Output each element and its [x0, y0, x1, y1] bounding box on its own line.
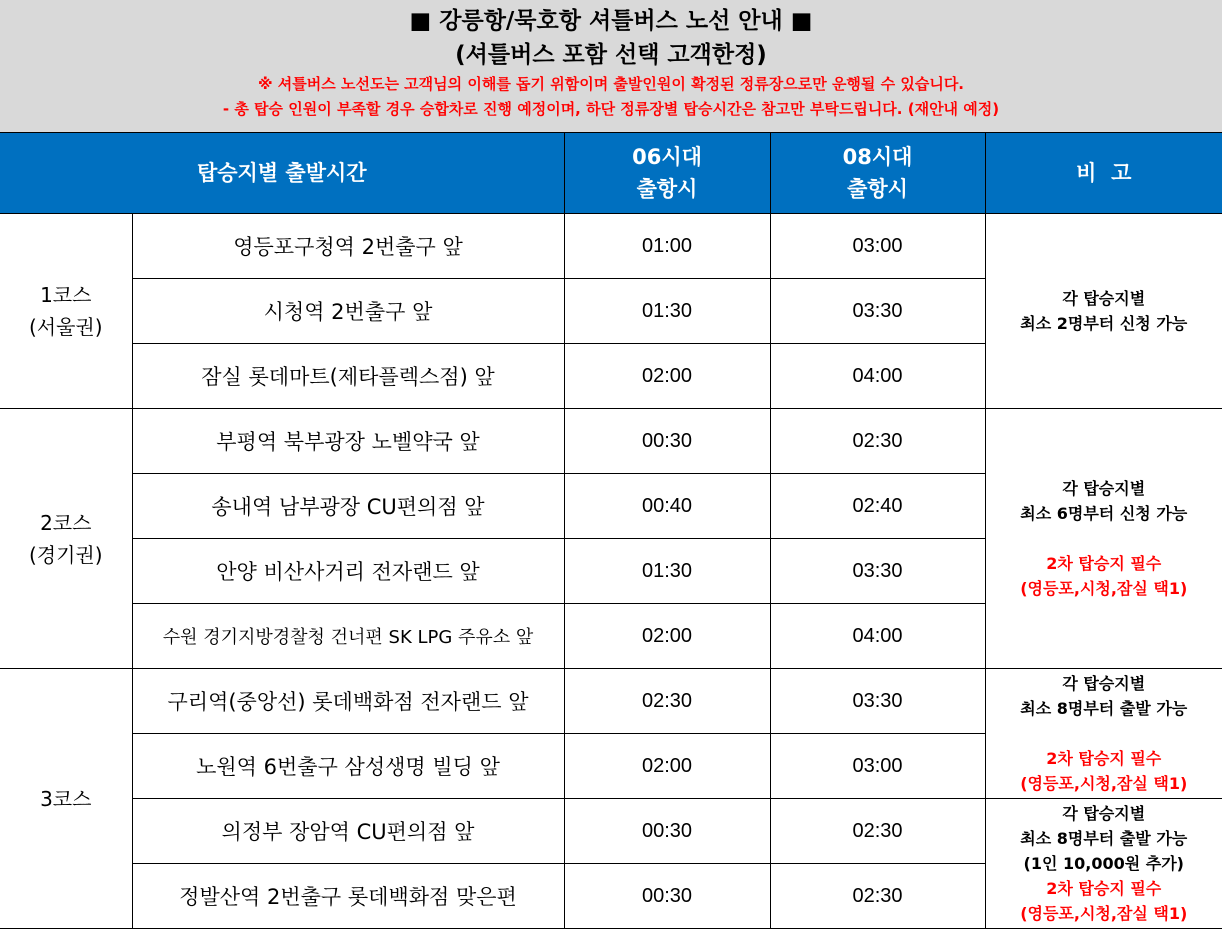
column-header-remark: 비 고 [985, 133, 1222, 214]
notice-line-1: ※ 셔틀버스 노선도는 고객님의 이해를 돕기 위함이며 출발인원이 확정된 정류장으로만 운행될 수 있습니다. [257, 75, 965, 93]
table-header-row [0, 133, 1222, 214]
column-header-stop: 탑승지별 출발시간 [0, 133, 564, 214]
stop-name: 의정부 장암역 CU편의점 앞 [132, 799, 564, 864]
remark-line: 최소 8명부터 출발 가능 [1020, 829, 1188, 848]
remark-required-line: 2차 탑승지 필수 [1046, 554, 1162, 573]
notice-header [0, 0, 1222, 132]
remark-line: 최소 8명부터 출발 가능 [1020, 699, 1188, 718]
remark-required-line: 2차 탑승지 필수 [1046, 879, 1162, 898]
time-06: 02:00 [564, 734, 770, 799]
time-06: 00:30 [564, 864, 770, 929]
time-08: 02:30 [770, 864, 985, 929]
time-08: 03:30 [770, 539, 985, 604]
column-header-06-line2: 출항시 [636, 177, 698, 201]
remark-required-line: 2차 탑승지 필수 [1046, 749, 1162, 768]
course-1-name: 1코스 [40, 283, 92, 307]
page-subtitle: (셔틀버스 포함 선택 고객한정) [455, 42, 767, 68]
remark-line: 각 탑승지별 [1062, 479, 1146, 498]
course-3-name: 3코스 [40, 786, 92, 811]
course-3-cell [0, 669, 132, 929]
time-06: 01:30 [564, 539, 770, 604]
remark-required-options: (영등포,시청,잠실 택1) [1020, 904, 1188, 923]
time-06: 02:00 [564, 344, 770, 409]
course-1-region: (서울권) [28, 315, 103, 339]
remark-line: 각 탑승지별 [1062, 674, 1146, 693]
time-06: 00:30 [564, 799, 770, 864]
stop-name: 수원 경기지방경찰청 건너편 SK LPG 주유소 앞 [132, 604, 564, 669]
column-header-08-line2: 출항시 [847, 177, 908, 201]
time-08: 04:00 [770, 604, 985, 669]
column-header-06 [564, 133, 770, 214]
course-2-name: 2코스 [40, 510, 92, 535]
time-06: 01:30 [564, 279, 770, 344]
shuttle-timetable [0, 132, 1222, 929]
stop-name: 구리역(중앙선) 롯데백화점 전자랜드 앞 [132, 669, 564, 734]
time-06: 00:30 [564, 409, 770, 474]
time-06: 02:00 [564, 604, 770, 669]
course-2-region: (경기권) [28, 542, 103, 567]
column-header-08 [770, 133, 985, 214]
time-08: 03:30 [770, 279, 985, 344]
table-row [0, 214, 1222, 279]
stop-name: 영등포구청역 2번출구 앞 [132, 214, 564, 279]
time-06: 01:00 [564, 214, 770, 279]
time-06: 02:30 [564, 669, 770, 734]
course-1-remark [985, 214, 1222, 409]
course-2-cell [0, 409, 132, 669]
time-08: 03:00 [770, 214, 985, 279]
remark-required-options: (영등포,시청,잠실 택1) [1020, 774, 1188, 793]
stop-name: 부평역 북부광장 노벨약국 앞 [132, 409, 564, 474]
time-08: 02:40 [770, 474, 985, 539]
column-header-08-line1: 08시대 [842, 145, 913, 169]
stop-name: 시청역 2번출구 앞 [132, 279, 564, 344]
remark-line: 최소 6명부터 신청 가능 [1020, 504, 1188, 523]
time-06: 00:40 [564, 474, 770, 539]
remark-required-options: (영등포,시청,잠실 택1) [1020, 579, 1188, 598]
table-row [0, 669, 1222, 734]
remark-surcharge: (1인 10,000원 추가) [1023, 854, 1184, 873]
page-title: ■ 강릉항/묵호항 셔틀버스 노선 안내 ■ [409, 8, 813, 34]
time-08: 04:00 [770, 344, 985, 409]
course-3-remark-a [985, 669, 1222, 799]
stop-name: 송내역 남부광장 CU편의점 앞 [132, 474, 564, 539]
stop-name: 정발산역 2번출구 롯데백화점 맞은편 [132, 864, 564, 929]
time-08: 03:30 [770, 669, 985, 734]
stop-name: 노원역 6번출구 삼성생명 빌딩 앞 [132, 734, 564, 799]
time-08: 03:00 [770, 734, 985, 799]
stop-name: 안양 비산사거리 전자랜드 앞 [132, 539, 564, 604]
time-08: 02:30 [770, 799, 985, 864]
course-1-cell [0, 214, 132, 409]
stop-name: 잠실 롯데마트(제타플렉스점) 앞 [132, 344, 564, 409]
table-row [0, 799, 1222, 864]
remark-line: 각 탑승지별 [1062, 804, 1146, 823]
remark-line: 각 탑승지별 [1062, 289, 1146, 308]
remark-line: 최소 2명부터 신청 가능 [1020, 314, 1188, 333]
course-3-remark-b [985, 799, 1222, 929]
course-2-remark [985, 409, 1222, 669]
table-row [0, 409, 1222, 474]
column-header-06-line1: 06시대 [632, 145, 702, 169]
time-08: 02:30 [770, 409, 985, 474]
notice-line-2: - 총 탑승 인원이 부족할 경우 승합차로 진행 예정이며, 하단 정류장별 탑승시간은 참고만 부탁드립니다. (재안내 예정) [222, 100, 1000, 118]
